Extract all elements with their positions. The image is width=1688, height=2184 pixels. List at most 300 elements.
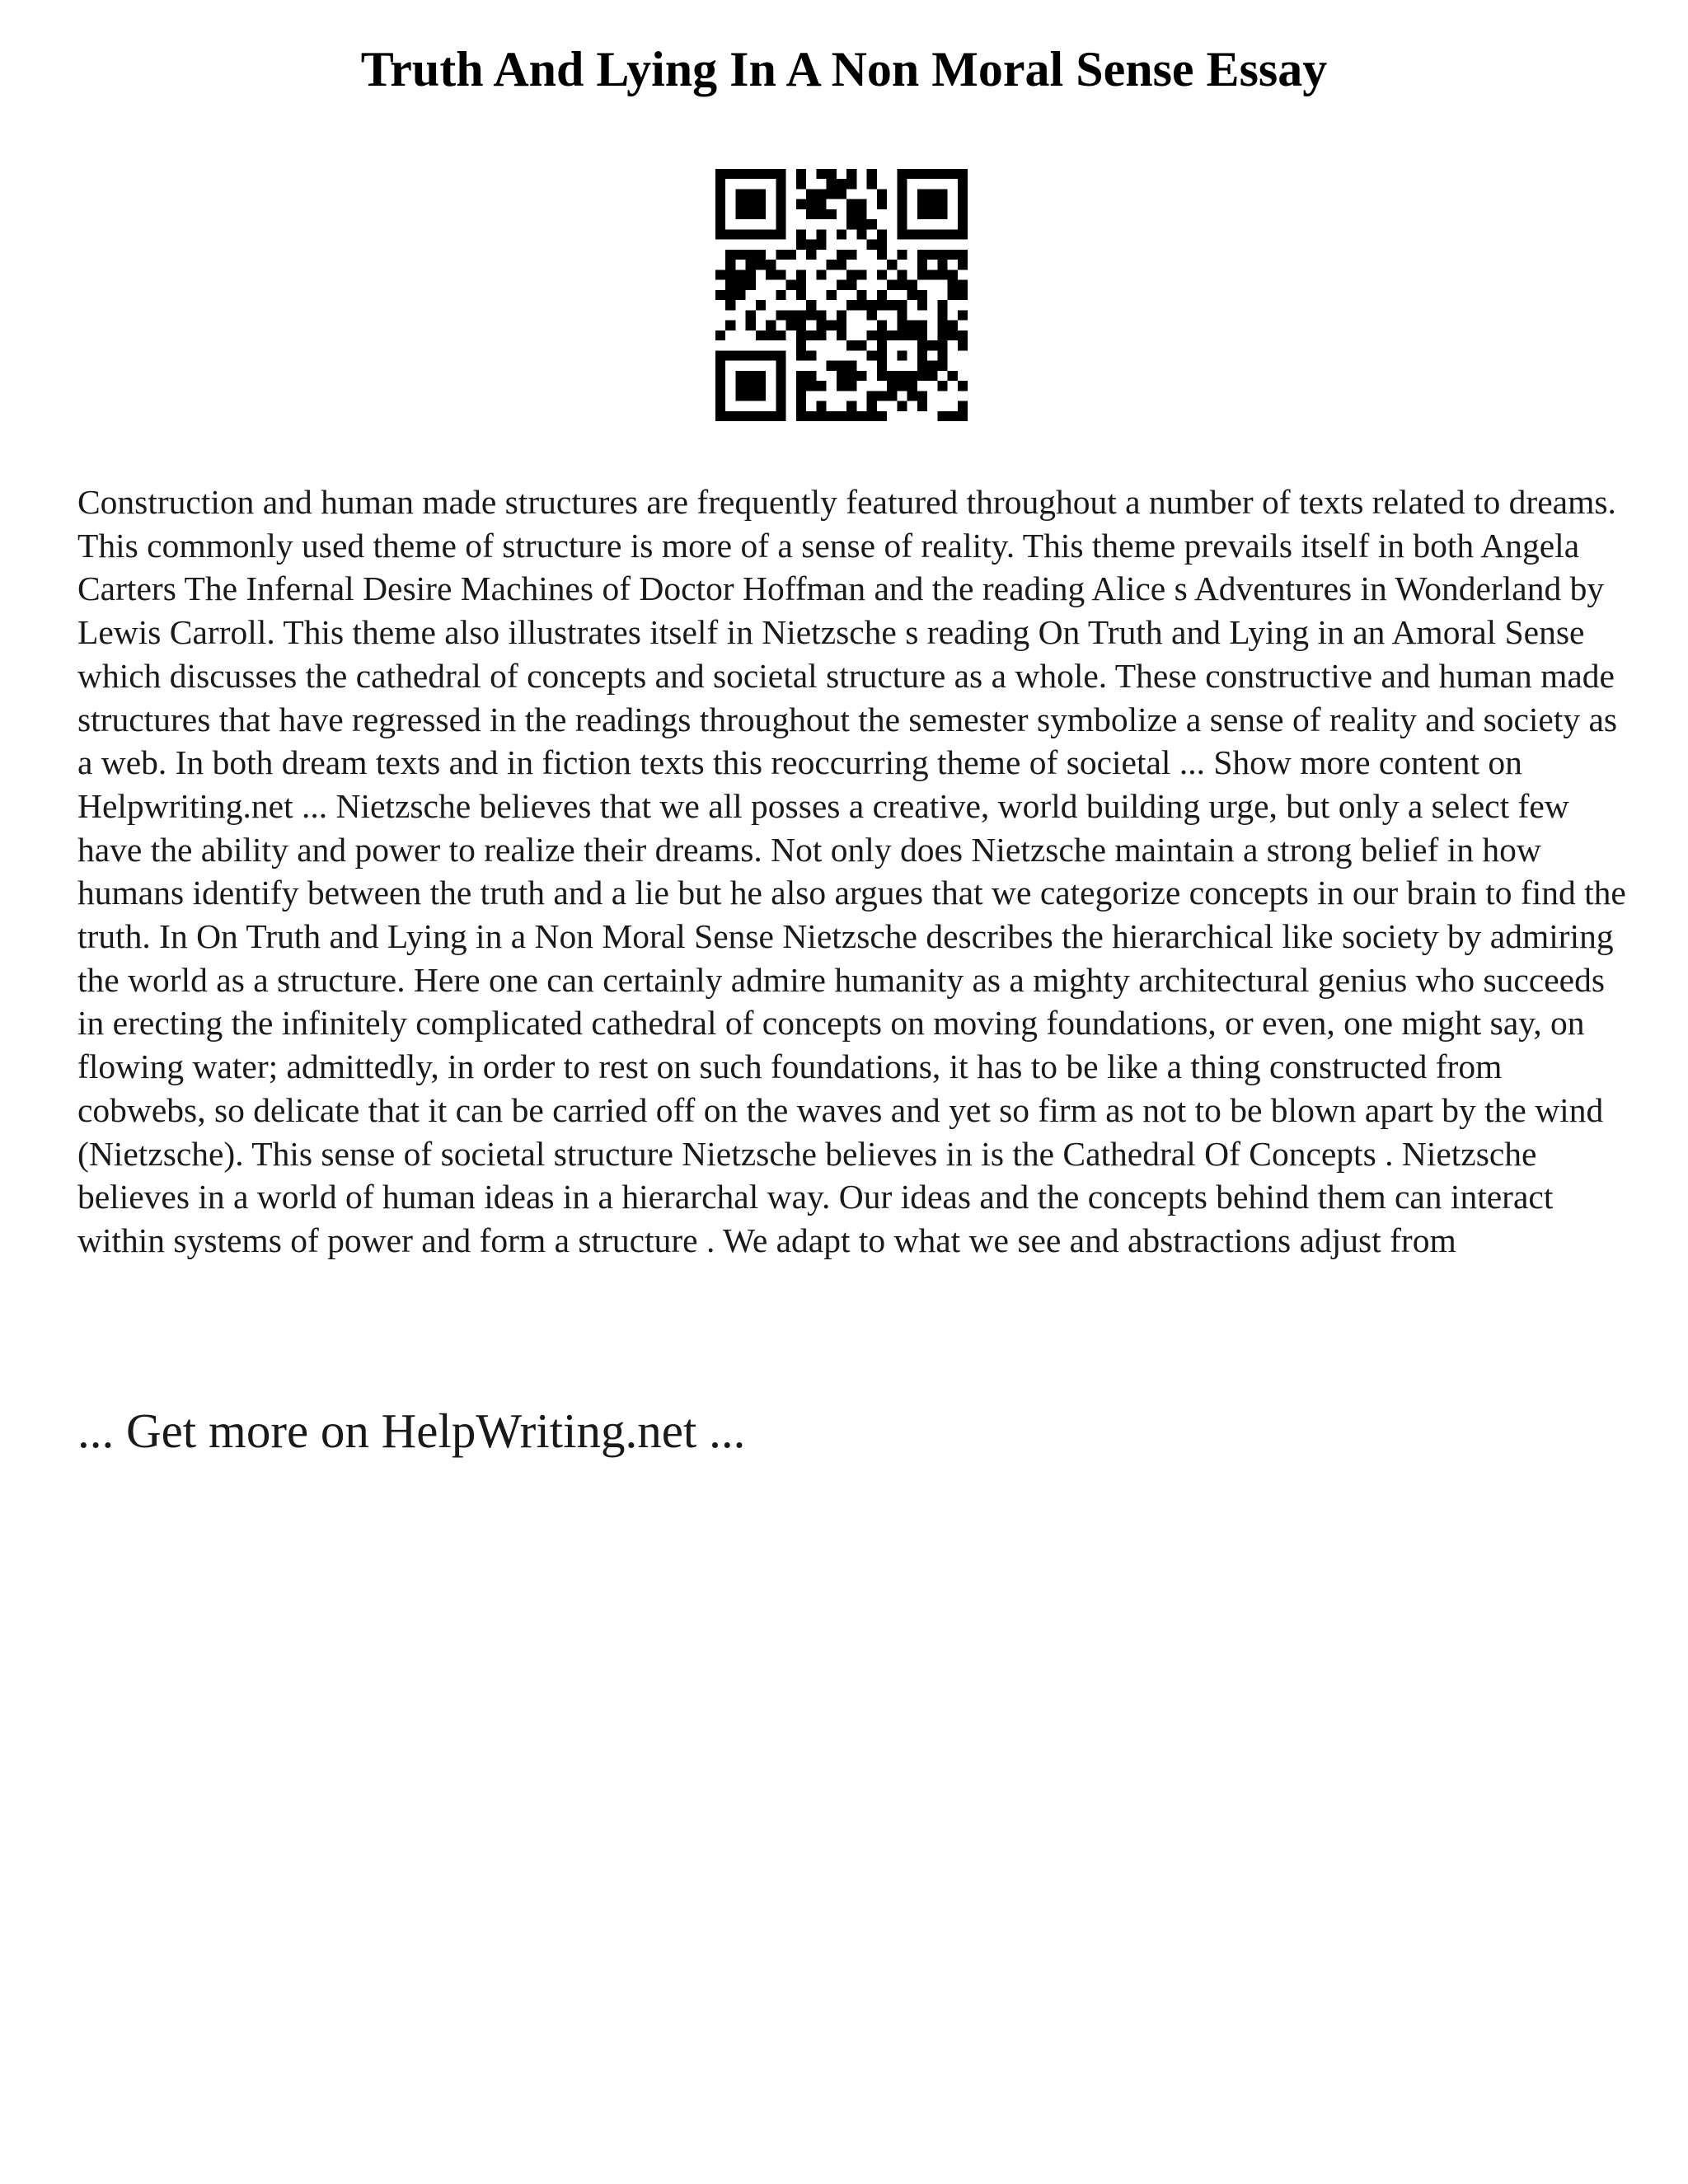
qr-module (816, 169, 826, 179)
qr-module (806, 300, 816, 310)
qr-module (856, 219, 866, 229)
qr-module (776, 401, 785, 411)
qr-module (816, 411, 826, 421)
qr-module (715, 169, 725, 179)
qr-module (786, 280, 796, 290)
qr-module (776, 219, 785, 229)
qr-module (856, 411, 866, 421)
qr-module (837, 321, 846, 330)
qr-module (927, 250, 937, 260)
qr-module (887, 260, 897, 269)
qr-module (917, 169, 927, 179)
qr-module (746, 391, 756, 401)
qr-module (756, 260, 766, 269)
qr-module (837, 310, 846, 320)
qr-module (756, 199, 766, 209)
qr-module (776, 290, 785, 300)
qr-module (877, 290, 887, 300)
qr-module (917, 350, 927, 360)
qr-module (746, 381, 756, 391)
qr-module (917, 269, 927, 279)
qr-module (715, 290, 725, 300)
qr-module (806, 240, 816, 250)
qr-module (917, 391, 927, 401)
qr-module (937, 310, 947, 320)
qr-module (735, 290, 745, 300)
qr-module (948, 169, 958, 179)
qr-module (746, 229, 756, 239)
qr-module (937, 229, 947, 239)
qr-module (897, 179, 907, 189)
qr-module (796, 229, 806, 239)
qr-module (756, 169, 766, 179)
qr-module (867, 310, 877, 320)
qr-module (806, 189, 816, 199)
qr-module (837, 381, 846, 391)
qr-module (958, 381, 968, 391)
qr-module (827, 169, 837, 179)
qr-module (958, 199, 968, 209)
qr-module (827, 209, 837, 219)
qr-module (746, 269, 756, 279)
qr-module (786, 321, 796, 330)
qr-module (846, 169, 856, 179)
qr-module (756, 250, 766, 260)
qr-module (907, 381, 917, 391)
qr-module (846, 340, 856, 350)
qr-module (867, 330, 877, 340)
qr-module (776, 350, 785, 360)
qr-module (907, 290, 917, 300)
qr-module (806, 350, 816, 360)
qr-module (796, 199, 806, 209)
qr-module (948, 269, 958, 279)
qr-module (766, 229, 776, 239)
qr-module (937, 199, 947, 209)
qr-module (877, 411, 887, 421)
qr-module (897, 381, 907, 391)
qr-module (846, 361, 856, 371)
qr-module (867, 350, 877, 360)
qr-module (927, 371, 937, 381)
qr-module (746, 199, 756, 209)
qr-module (867, 179, 877, 189)
qr-module (806, 371, 816, 381)
qr-module (907, 391, 917, 401)
qr-module (746, 260, 756, 269)
qr-module (958, 340, 968, 350)
qr-module (917, 300, 927, 310)
qr-module (837, 371, 846, 381)
qr-module (948, 229, 958, 239)
qr-module (907, 371, 917, 381)
qr-module (856, 229, 866, 239)
qr-module (937, 209, 947, 219)
qr-module (796, 401, 806, 411)
qr-module (735, 371, 745, 381)
qr-module (715, 371, 725, 381)
qr-module (837, 260, 846, 269)
qr-module (715, 179, 725, 189)
qr-module (776, 391, 785, 401)
qr-module (907, 229, 917, 239)
qr-module (927, 169, 937, 179)
qr-module (958, 250, 968, 260)
qr-module (846, 381, 856, 391)
qr-module (796, 321, 806, 330)
qr-module (948, 321, 958, 330)
qr-module (806, 330, 816, 340)
qr-module (816, 240, 826, 250)
qr-module (827, 411, 837, 421)
qr-module (958, 219, 968, 229)
qr-module (917, 361, 927, 371)
qr-module (725, 280, 735, 290)
qr-module (837, 411, 846, 421)
qr-module (877, 189, 887, 199)
qr-module (856, 209, 866, 219)
qr-module (827, 179, 837, 189)
qr-module (776, 330, 785, 340)
qr-module (776, 371, 785, 381)
qr-module (766, 350, 776, 360)
qr-module (735, 269, 745, 279)
qr-module (735, 250, 745, 260)
qr-module (746, 169, 756, 179)
qr-module (746, 310, 756, 320)
qr-module (776, 310, 785, 320)
qr-module (917, 229, 927, 239)
qr-module (917, 321, 927, 330)
qr-module (887, 391, 897, 401)
qr-module (897, 219, 907, 229)
qr-module (856, 340, 866, 350)
qr-module (937, 260, 947, 269)
qr-module (907, 321, 917, 330)
qr-module (907, 169, 917, 179)
qr-module (756, 391, 766, 401)
qr-module (776, 179, 785, 189)
qr-module (715, 229, 725, 239)
qr-module (776, 381, 785, 391)
qr-module (856, 199, 866, 209)
qr-module (887, 371, 897, 381)
qr-module (776, 411, 785, 421)
qr-module (846, 219, 856, 229)
qr-module (816, 330, 826, 340)
qr-module (735, 199, 745, 209)
qr-module (715, 391, 725, 401)
qr-module (725, 290, 735, 300)
qr-module (746, 189, 756, 199)
qr-module (948, 411, 958, 421)
qr-module (816, 381, 826, 391)
qr-module (796, 391, 806, 401)
qr-module (937, 169, 947, 179)
qr-module (917, 199, 927, 209)
qr-module (917, 189, 927, 199)
qr-module (776, 209, 785, 219)
qr-module (837, 179, 846, 189)
qr-module (846, 209, 856, 219)
qr-module (806, 411, 816, 421)
qr-module (827, 290, 837, 300)
qr-module (735, 189, 745, 199)
qr-module (796, 240, 806, 250)
qr-module (846, 179, 856, 189)
qr-module (877, 269, 887, 279)
qr-module (796, 330, 806, 340)
qr-module (715, 411, 725, 421)
qr-module (877, 240, 887, 250)
qr-module (937, 361, 947, 371)
qr-module (796, 350, 806, 360)
qr-module (776, 229, 785, 239)
qr-module (917, 401, 927, 411)
qr-module (796, 411, 806, 421)
qr-module (937, 340, 947, 350)
qr-module (715, 401, 725, 411)
qr-module (867, 401, 877, 411)
qr-module (846, 401, 856, 411)
qr-module (796, 269, 806, 279)
qr-module (796, 179, 806, 189)
qr-module (927, 199, 937, 209)
qr-module (756, 411, 766, 421)
qr-module (746, 411, 756, 421)
qr-module (948, 290, 958, 300)
qr-module (897, 269, 907, 279)
qr-module (958, 179, 968, 189)
qr-module (877, 391, 887, 401)
qr-module (877, 340, 887, 350)
qr-module (917, 260, 927, 269)
qr-module (937, 330, 947, 340)
qr-module (846, 280, 856, 290)
qr-module (827, 321, 837, 330)
qr-module (816, 229, 826, 239)
qr-module (856, 300, 866, 310)
qr-module (927, 189, 937, 199)
qr-module (937, 381, 947, 391)
qr-module (837, 229, 846, 239)
qr-module (746, 321, 756, 330)
qr-module (897, 401, 907, 411)
qr-module (846, 411, 856, 421)
qr-module (877, 371, 887, 381)
qr-module (735, 411, 745, 421)
qr-module (766, 411, 776, 421)
qr-module (917, 250, 927, 260)
qr-module (725, 321, 735, 330)
qr-module (877, 361, 887, 371)
qr-module (746, 209, 756, 219)
qr-module (796, 371, 806, 381)
qr-module (766, 169, 776, 179)
qr-module (958, 229, 968, 239)
qr-module (715, 189, 725, 199)
qr-module (877, 199, 887, 209)
qr-module (927, 269, 937, 279)
qr-module (867, 391, 877, 401)
qr-module (958, 280, 968, 290)
qr-code-icon[interactable] (715, 169, 968, 421)
qr-module (806, 199, 816, 209)
qr-module (766, 269, 776, 279)
qr-module (897, 169, 907, 179)
qr-module (867, 240, 877, 250)
qr-module (937, 350, 947, 360)
qr-module (927, 209, 937, 219)
qr-module (937, 411, 947, 421)
qr-module (877, 350, 887, 360)
qr-module (725, 229, 735, 239)
qr-module (877, 300, 887, 310)
qr-module (846, 371, 856, 381)
qr-module (937, 189, 947, 199)
qr-module (837, 280, 846, 290)
qr-module (937, 250, 947, 260)
qr-module (958, 310, 968, 320)
qr-module (958, 401, 968, 411)
qr-module (837, 330, 846, 340)
qr-module (897, 300, 907, 310)
qr-module (725, 250, 735, 260)
qr-module (877, 250, 887, 260)
qr-module (837, 361, 846, 371)
qr-module (867, 219, 877, 229)
qr-module (756, 300, 766, 310)
qr-module (746, 280, 756, 290)
qr-module (917, 340, 927, 350)
qr-module (776, 199, 785, 209)
qr-module (796, 169, 806, 179)
qr-module (867, 300, 877, 310)
qr-module (897, 229, 907, 239)
qr-module (735, 209, 745, 219)
qr-module (756, 189, 766, 199)
qr-module (756, 209, 766, 219)
qr-module (907, 330, 917, 340)
get-more-link[interactable]: ... Get more on HelpWriting.net ... (77, 1404, 746, 1458)
qr-module (786, 250, 796, 260)
qr-module (856, 290, 866, 300)
qr-module (846, 250, 856, 260)
qr-module (846, 300, 856, 310)
qr-module (897, 189, 907, 199)
qr-module (816, 321, 826, 330)
qr-module (958, 330, 968, 340)
qr-module (725, 269, 735, 279)
qr-module (776, 189, 785, 199)
qr-module (887, 280, 897, 290)
qr-module (735, 350, 745, 360)
qr-module (725, 260, 735, 269)
qr-module (897, 321, 907, 330)
qr-module (927, 361, 937, 371)
qr-module (937, 321, 947, 330)
qr-module (766, 330, 776, 340)
qr-module (867, 169, 877, 179)
qr-module (827, 361, 837, 371)
qr-module (735, 280, 745, 290)
qr-module (937, 269, 947, 279)
qr-module (756, 330, 766, 340)
qr-module (958, 189, 968, 199)
qr-module (756, 350, 766, 360)
qr-module (735, 229, 745, 239)
qr-module (846, 199, 856, 209)
qr-module (897, 250, 907, 260)
qr-module (837, 250, 846, 260)
qr-module (958, 169, 968, 179)
qr-module (796, 340, 806, 350)
qr-module (897, 330, 907, 340)
qr-module (715, 381, 725, 391)
qr-module (715, 269, 725, 279)
qr-module (948, 250, 958, 260)
qr-module (715, 330, 725, 340)
qr-module (725, 350, 735, 360)
qr-module (827, 260, 837, 269)
essay-body: Construction and human made structures are frequently featured throughout a number of texts related to dreams. This commonly used theme of structure is more of a sense of reality. This theme prevails itself in both Angela Carters The Infernal Desire Machines of Doctor Hoffman and the reading Alice s Adventures in Wonderland by Lewis Carroll. This theme also illustrates itself in Nietzsche s reading On Truth and Lying in an Amoral Sense which discusses the cathedral of concepts and societal structure as a whole. These constructive and human made structures that have regressed in the readings throughout the semester symbolize a sense of reality and society as a web. In both dream texts and in fiction texts this reoccurring theme of societal ... Show more content on Helpwriting.net ... Nietzsche believes that we all posses a creative, world building urge, but only a select few have the ability and power to realize their dreams. Not only does Nietzsche maintain a strong belief in how humans identify between the truth and a lie but he also argues that we categorize concepts in our brain to find the truth. In On Truth and Lying in a Non Moral Sense Nietzsche describes the hierarchical like society by admiring the world as a structure. Here one can certainly admire humanity as a mighty architectural genius who succeeds in erecting the infinitely complicated cathedral of concepts on moving foundations, or even, one might say, on flowing water; admittedly, in order to rest on such foundations, it has to be like a thing constructed from cobwebs, so delicate that it can be carried off on the waves and yet so firm as not to be blown apart by the wind (Nietzsche). This sense of societal structure Nietzsche believes in is the Cathedral Of Concepts . Nietzsche believes in a world of human ideas in a hierarchal way. Our ideas and the concepts behind them can interact within systems of power and form a structure . We adapt to what we see and abstractions adjust from (77, 483, 1626, 1259)
qr-module (897, 371, 907, 381)
qr-module (735, 381, 745, 391)
qr-module (917, 209, 927, 219)
qr-module (766, 321, 776, 330)
qr-module (897, 280, 907, 290)
qr-module (816, 310, 826, 320)
qr-module (796, 381, 806, 391)
qr-module (776, 250, 785, 260)
qr-module (725, 411, 735, 421)
qr-module (877, 330, 887, 340)
qr-module (735, 391, 745, 401)
qr-module (725, 300, 735, 310)
qr-module (897, 209, 907, 219)
qr-module (806, 310, 816, 320)
qr-module (867, 411, 877, 421)
page-title: Truth And Lying In A Non Moral Sense Essay (360, 42, 1328, 96)
qr-module (827, 189, 837, 199)
qr-module (735, 169, 745, 179)
qr-module (856, 269, 866, 279)
qr-module (887, 330, 897, 340)
qr-module (766, 260, 776, 269)
qr-module (776, 269, 785, 279)
qr-module (927, 229, 937, 239)
qr-module (958, 411, 968, 421)
qr-module (816, 401, 826, 411)
qr-module (948, 371, 958, 381)
qr-module (948, 280, 958, 290)
qr-module (907, 280, 917, 290)
qr-module (897, 199, 907, 209)
qr-code-graphic (715, 169, 968, 421)
qr-module (856, 371, 866, 381)
qr-module (816, 209, 826, 219)
qr-module (715, 219, 725, 229)
qr-module (756, 371, 766, 381)
qr-module (958, 209, 968, 219)
qr-module (806, 381, 816, 391)
qr-module (948, 330, 958, 340)
qr-module (806, 250, 816, 260)
qr-module (756, 229, 766, 239)
qr-module (937, 300, 947, 310)
qr-module (715, 209, 725, 219)
qr-module (816, 199, 826, 209)
